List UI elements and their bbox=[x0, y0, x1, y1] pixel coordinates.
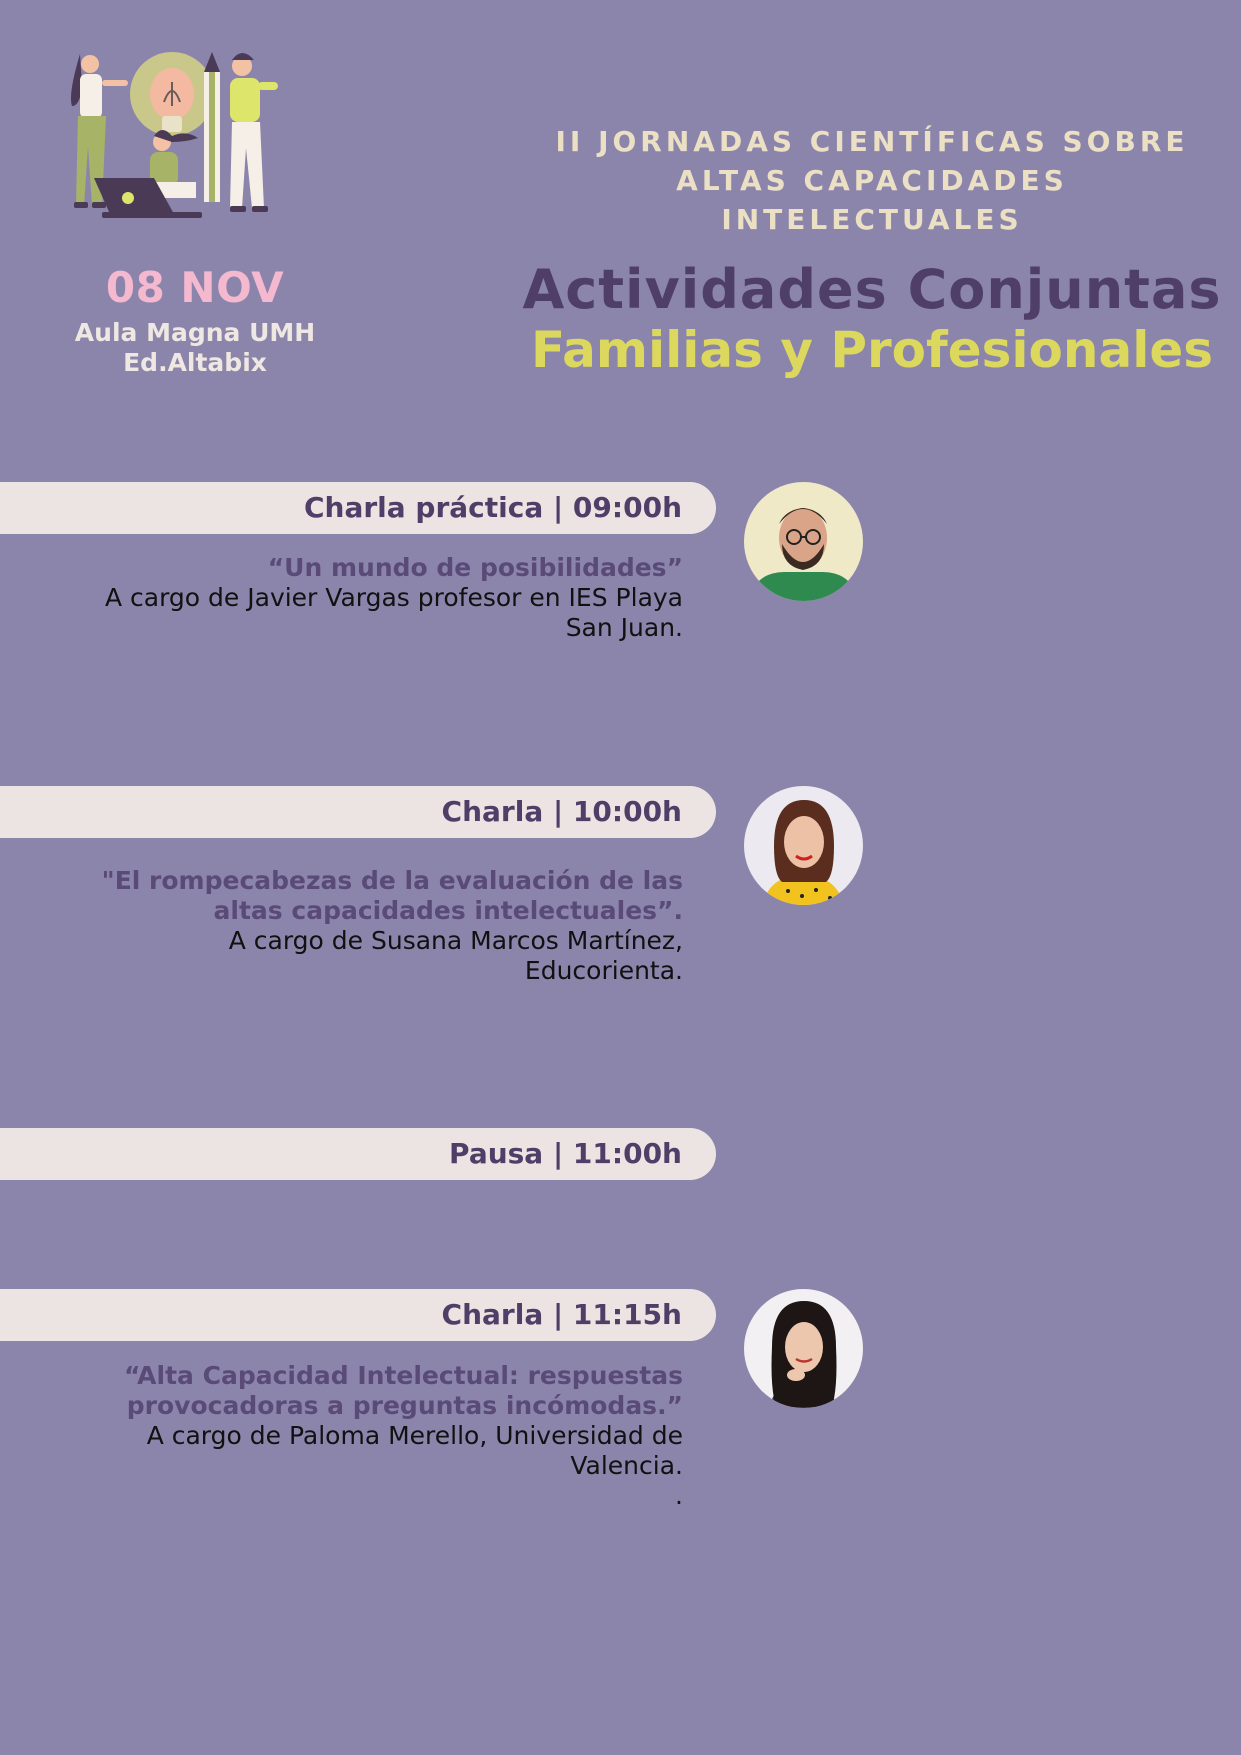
session-1-details bbox=[20, 553, 683, 643]
page-subtitle: Familias y Profesionales bbox=[530, 321, 1214, 379]
session-4-speaker-line-1: A cargo de Paloma Merello, Universidad de bbox=[146, 1421, 683, 1450]
jornadas-line-1: II JORNADAS CIENTÍFICAS SOBRE bbox=[555, 125, 1189, 158]
speaker-photo-woman-icon bbox=[744, 1289, 863, 1408]
session-4-title-line-1: “Alta Capacidad Intelectual: respuestas bbox=[123, 1361, 683, 1390]
session-1-speaker-line-1: A cargo de Javier Vargas profesor en IES Playa bbox=[104, 583, 683, 612]
session-4-title-line-2: provocadoras a preguntas incómodas.” bbox=[126, 1391, 683, 1420]
session-2-speaker-line-2: Educorienta. bbox=[524, 956, 683, 985]
session-2-header: Charla | 10:00h bbox=[0, 786, 716, 838]
venue-line-1: Aula Magna UMH bbox=[74, 318, 316, 347]
session-3-header: Pausa | 11:00h bbox=[0, 1128, 716, 1180]
speaker-photo-man-icon bbox=[744, 482, 863, 601]
session-4-header: Charla | 11:15h bbox=[0, 1289, 716, 1341]
session-2-speaker-line-1: A cargo de Susana Marcos Martínez, bbox=[228, 926, 683, 955]
event-series-title bbox=[520, 122, 1224, 239]
session-2-title-line-1: "El rompecabezas de la evaluación de las bbox=[101, 866, 683, 895]
session-1-header: Charla práctica | 09:00h bbox=[0, 482, 716, 534]
session-1-speaker-line-2: San Juan. bbox=[565, 613, 683, 642]
jornadas-line-2: ALTAS CAPACIDADES bbox=[676, 164, 1068, 197]
session-4-details bbox=[20, 1361, 683, 1511]
venue-line-2: Ed.Altabix bbox=[123, 348, 267, 377]
session-1-title: “Un mundo de posibilidades” bbox=[267, 553, 683, 582]
session-2-title-line-2: altas capacidades intelectuales”. bbox=[213, 896, 683, 925]
speaker-photo-woman-icon bbox=[744, 786, 863, 905]
session-2-details bbox=[20, 866, 683, 986]
session-4-speaker-line-2: Valencia. bbox=[570, 1451, 683, 1480]
page-title: Actividades Conjuntas bbox=[522, 258, 1222, 321]
session-4-speaker-line-3: . bbox=[675, 1481, 683, 1510]
event-venue bbox=[50, 318, 340, 378]
jornadas-line-3: INTELECTUALES bbox=[721, 203, 1023, 236]
event-date: 08 NOV bbox=[105, 263, 285, 312]
people-lightbulb-illustration bbox=[62, 42, 322, 252]
